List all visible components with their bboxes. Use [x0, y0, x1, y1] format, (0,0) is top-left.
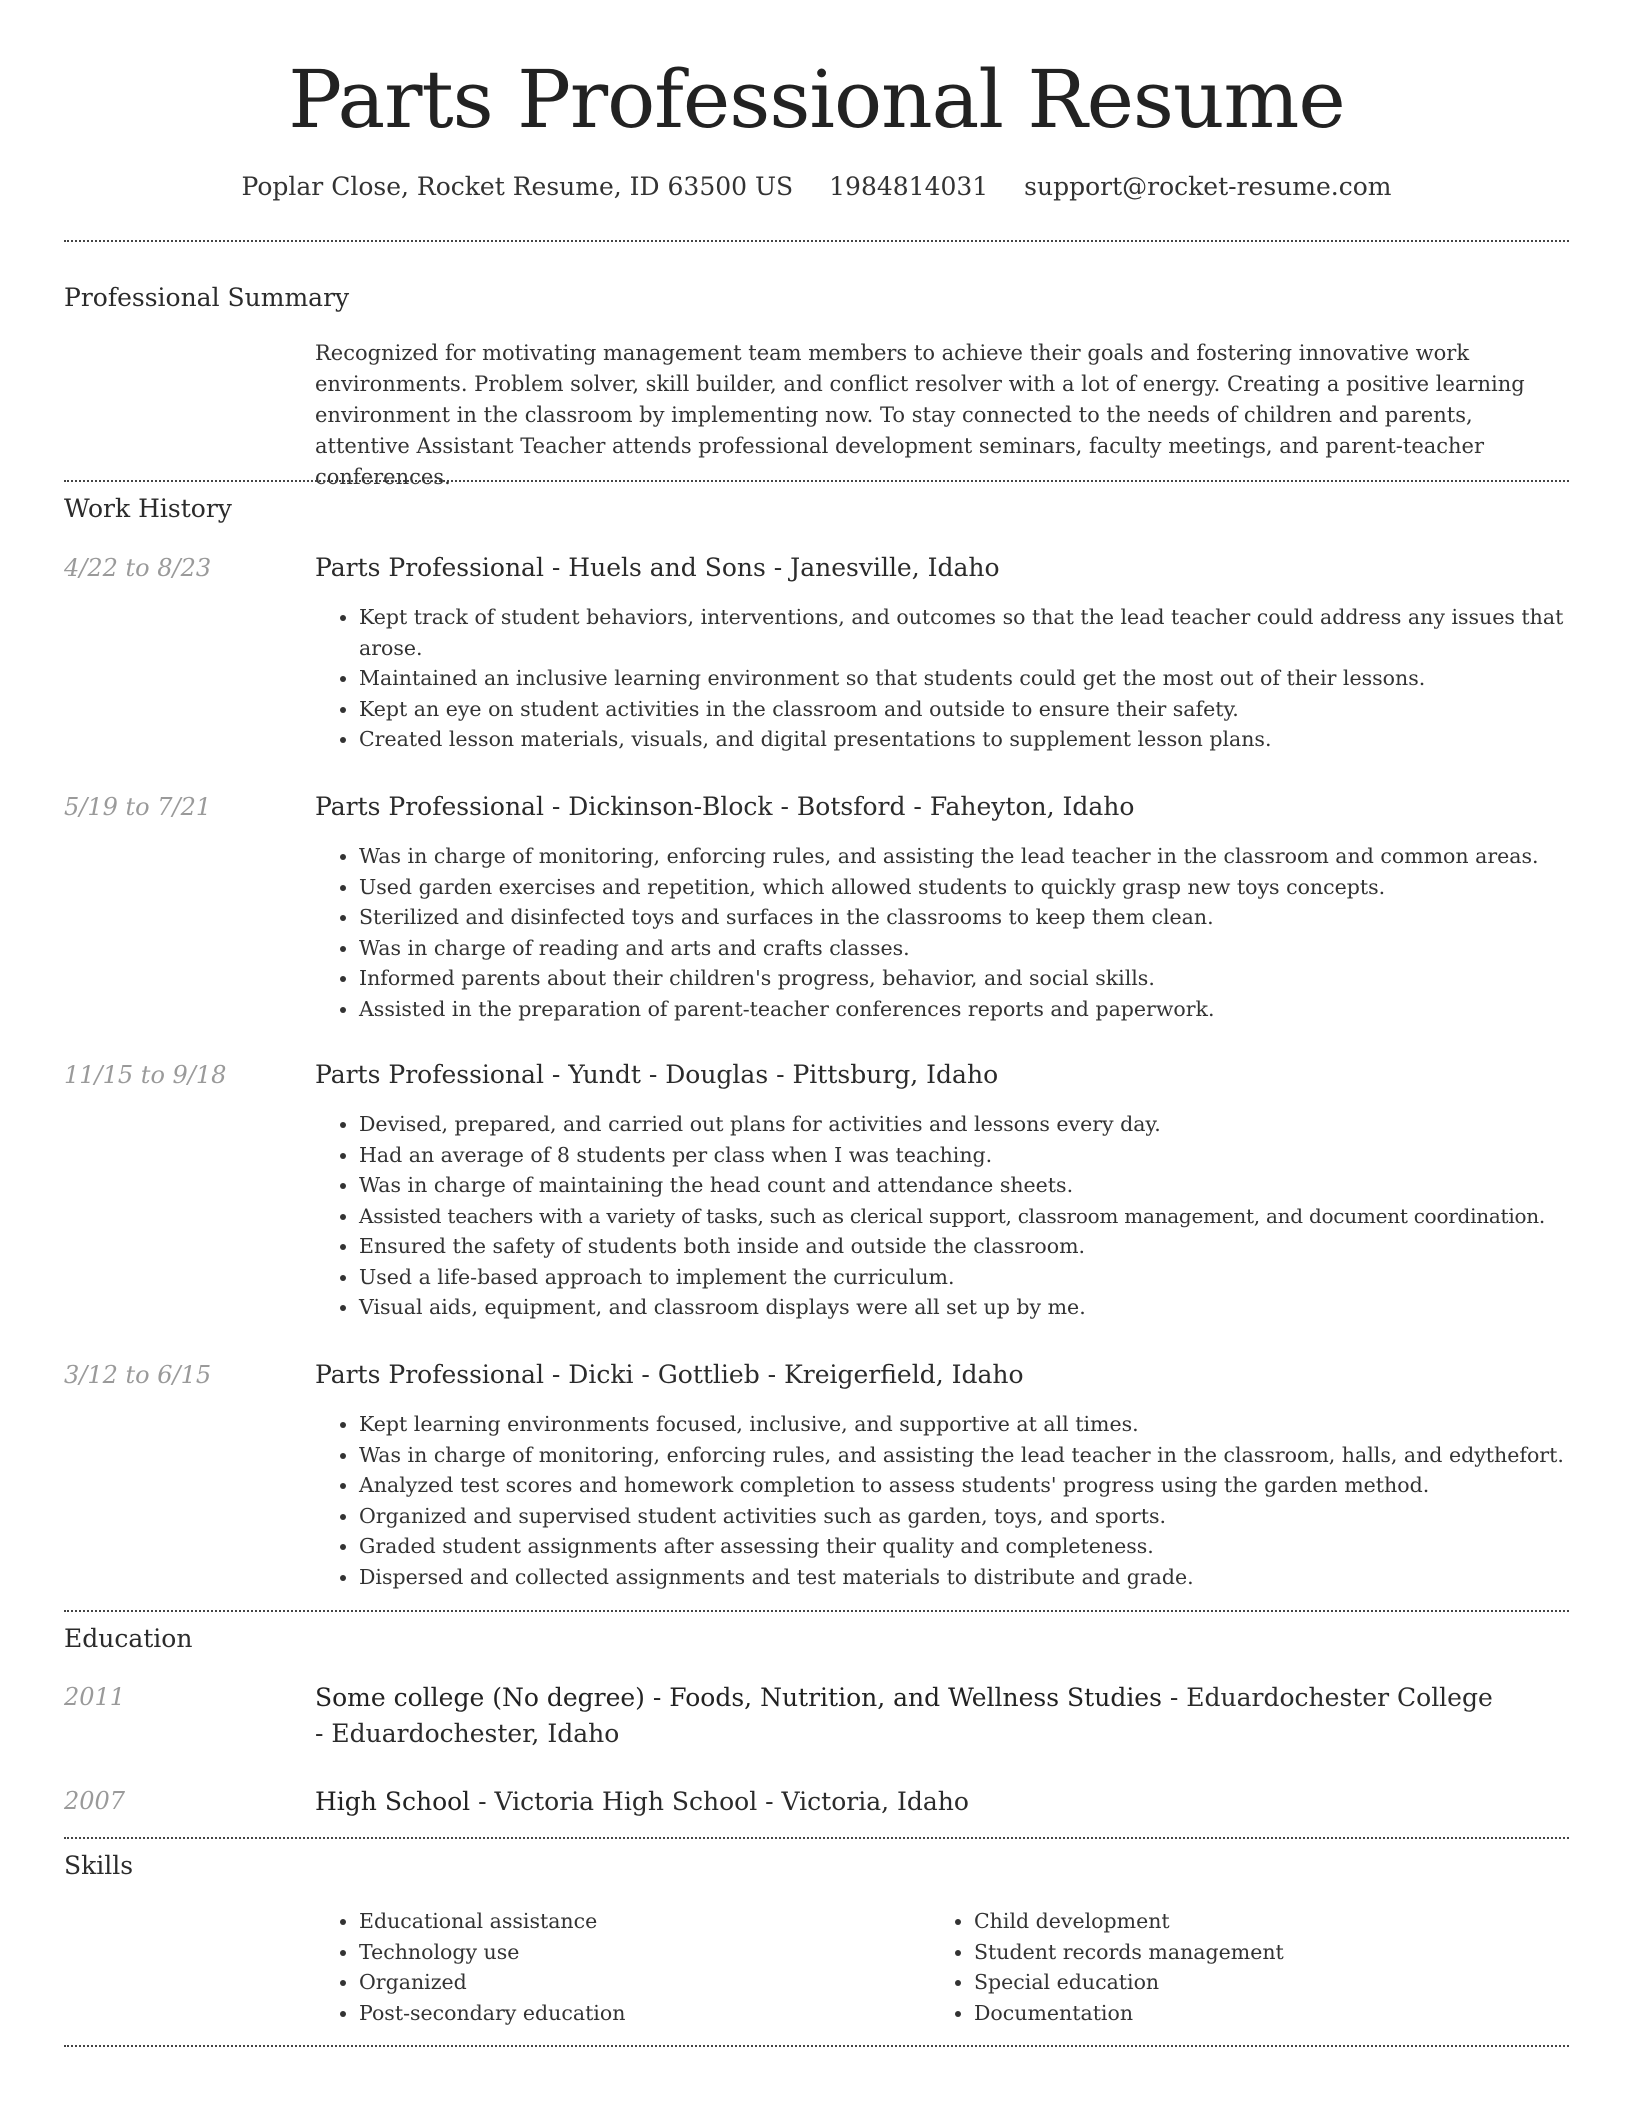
job-dates: 5/19 to 7/21 [64, 793, 212, 821]
education-entry [315, 1784, 1569, 1820]
job-bullet: • Informed parents about their children's progress, behavior, and social skills. [359, 963, 1569, 994]
contact-email: support@rocket-resume.com [1024, 172, 1392, 201]
skill-item: • Student records management [974, 1937, 1284, 1968]
job-bullet: • Sterilized and disinfected toys and surfaces in the classrooms to keep them clean. [359, 902, 1569, 933]
divider [64, 480, 1569, 482]
job-heading: Parts Professional - Yundt - Douglas - Pittsburg, Idaho [315, 1060, 999, 1089]
job-bullets [315, 1109, 1569, 1323]
job-bullet: • Visual aids, equipment, and classroom displays were all set up by me. [359, 1292, 1569, 1323]
divider [64, 2045, 1569, 2047]
education-year: 2011 [64, 1683, 126, 1711]
job-bullet: • Was in charge of monitoring, enforcing rules, and assisting the lead teacher in the classroom, halls, and edythefort. [359, 1440, 1569, 1471]
education-school: - Eduardochester College - Eduardochester, Idaho [315, 1683, 1493, 1748]
summary-section-title: Professional Summary [64, 283, 350, 312]
job-bullet: • Was in charge of reading and arts and crafts classes. [359, 933, 1569, 964]
education-degree: Some college (No degree) - Foods, Nutrition, and Wellness Studies [315, 1683, 1162, 1712]
job-bullet: • Organized and supervised student activities such as garden, toys, and sports. [359, 1501, 1569, 1532]
job-bullet: • Used a life-based approach to implement the curriculum. [359, 1262, 1569, 1293]
resume-title: Parts Professional Resume [288, 53, 1345, 146]
skills-column-right [930, 1906, 1284, 2028]
job-bullet: • Dispersed and collected assignments and test materials to distribute and grade. [359, 1562, 1569, 1593]
job-dates: 3/12 to 6/15 [64, 1361, 212, 1389]
job-bullet: • Kept track of student behaviors, interventions, and outcomes so that the lead teacher could address any issues that arose. [359, 602, 1569, 663]
job-bullet: • Graded student assignments after assessing their quality and completeness. [359, 1531, 1569, 1562]
skill-item: • Educational assistance [359, 1906, 625, 1937]
contact-address: Poplar Close, Rocket Resume, ID 63500 US [241, 172, 794, 201]
work-section-title: Work History [64, 494, 232, 523]
job-dates: 4/22 to 8/23 [64, 554, 212, 582]
skill-item: • Special education [974, 1967, 1284, 1998]
job-bullet: • Was in charge of monitoring, enforcing rules, and assisting the lead teacher in the classroom and common areas. [359, 841, 1569, 872]
skill-item: • Documentation [974, 1998, 1284, 2029]
contact-line [64, 170, 1569, 204]
job-heading: Parts Professional - Dickinson-Block - Botsford - Faheyton, Idaho [315, 792, 1135, 821]
skill-item: • Technology use [359, 1937, 625, 1968]
job-bullet: • Ensured the safety of students both inside and outside the classroom. [359, 1231, 1569, 1262]
divider [64, 240, 1569, 242]
job-bullet: • Was in charge of maintaining the head count and attendance sheets. [359, 1170, 1569, 1201]
job-bullet: • Assisted teachers with a variety of tasks, such as clerical support, classroom management, and document coordination. [359, 1201, 1569, 1232]
job-bullet: • Maintained an inclusive learning environment so that students could get the most out of their lessons. [359, 663, 1569, 694]
divider [64, 1610, 1569, 1612]
job-bullet: • Kept learning environments focused, inclusive, and supportive at all times. [359, 1409, 1569, 1440]
contact-phone: 1984814031 [829, 172, 989, 201]
summary-text: Recognized for motivating management team members to achieve their goals and fostering innovative work environments. Problem solver, skill builder, and conflict resolver with a lot of energy. Creating a positive learning environment in the classroom by implementing now. To stay connected to the needs of children and parents, attentive Assistant Teacher attends professional development seminars, faculty meetings, and parent-teacher conferences. [315, 341, 1525, 489]
skills-column-left [315, 1906, 625, 2028]
job-bullet: • Analyzed test scores and homework completion to assess students' progress using the garden method. [359, 1470, 1569, 1501]
education-entry [315, 1680, 1495, 1752]
job-heading: Parts Professional - Huels and Sons - Janesville, Idaho [315, 553, 1000, 582]
skills-section-title: Skills [64, 1851, 134, 1880]
skill-item: • Organized [359, 1967, 625, 1998]
job-bullet: • Used garden exercises and repetition, which allowed students to quickly grasp new toys concepts. [359, 872, 1569, 903]
job-bullets [315, 602, 1569, 755]
job-bullet: • Created lesson materials, visuals, and digital presentations to supplement lesson plans. [359, 724, 1569, 755]
job-bullet: • Kept an eye on student activities in the classroom and outside to ensure their safety. [359, 694, 1569, 725]
job-bullets [315, 1409, 1569, 1592]
job-dates: 11/15 to 9/18 [64, 1061, 227, 1089]
skill-item: • Child development [974, 1906, 1284, 1937]
job-bullet: • Had an average of 8 students per class when I was teaching. [359, 1140, 1569, 1171]
job-heading: Parts Professional - Dicki - Gottlieb - Kreigerfield, Idaho [315, 1360, 1024, 1389]
divider [64, 1837, 1569, 1839]
job-bullet: • Assisted in the preparation of parent-teacher conferences reports and paperwork. [359, 994, 1569, 1025]
education-school: - Victoria High School - Victoria, Idaho [470, 1787, 969, 1816]
resume-page [64, 0, 1569, 2025]
skill-item: • Post-secondary education [359, 1998, 625, 2029]
job-bullets [315, 841, 1569, 1024]
education-year: 2007 [64, 1787, 126, 1815]
education-section-title: Education [64, 1624, 193, 1653]
job-bullet: • Devised, prepared, and carried out plans for activities and lessons every day. [359, 1109, 1569, 1140]
education-degree: High School [315, 1787, 471, 1816]
